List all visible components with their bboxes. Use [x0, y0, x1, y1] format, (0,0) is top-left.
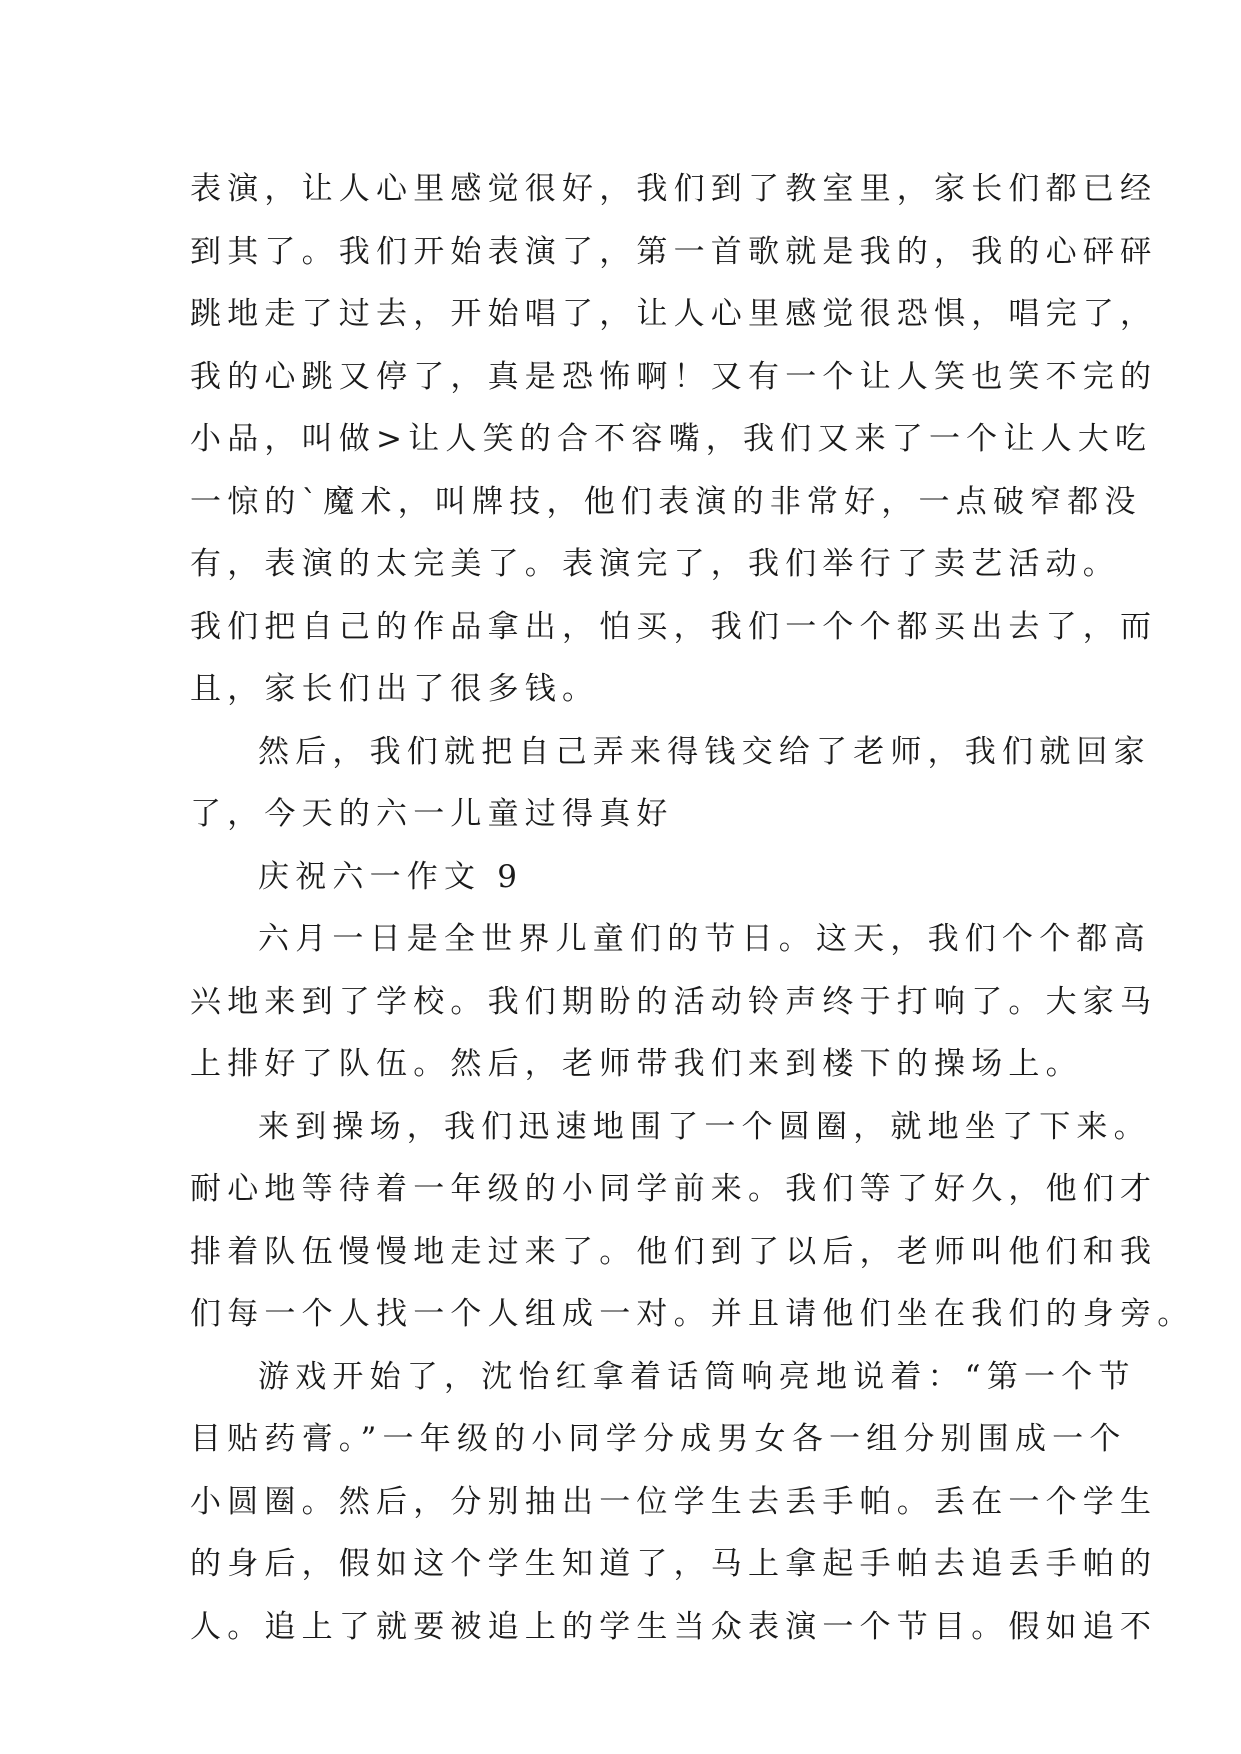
- text-line: 们每一个人找一个人组成一对。并且请他们坐在我们的身旁。: [190, 1296, 1195, 1332]
- text-line: 耐心地等待着一年级的小同学前来。我们等了好久，他们才: [190, 1171, 1158, 1207]
- paragraph-start-line: 六月一日是全世界儿童们的节日。这天，我们个个都高: [258, 921, 1151, 957]
- text-line: 跳地走了过去，开始唱了，让人心里感觉很恐惧，唱完了，: [190, 296, 1158, 332]
- text-line: 表演，让人心里感觉很好，我们到了教室里，家长们都已经: [190, 171, 1158, 207]
- text-line: 上排好了队伍。然后，老师带我们来到楼下的操场上。: [190, 1046, 1083, 1082]
- text-line: 我的心跳又停了，真是恐怖啊！又有一个让人笑也笑不完的: [190, 358, 1158, 395]
- text-line: 目贴药膏。”一年级的小同学分成男女各一组分别围成一个: [190, 1421, 1127, 1457]
- text-line: 小圆圈。然后，分别抽出一位学生去丢手帕。丢在一个学生: [190, 1483, 1158, 1520]
- paragraph-start-line: 来到操场，我们迅速地围了一个圆圈，就地坐了下来。: [258, 1108, 1151, 1145]
- section-heading: 庆祝六一作文 9: [258, 858, 524, 895]
- text-line: 且，家长们出了很多钱。: [190, 671, 600, 707]
- paragraph-start-line: 然后，我们就把自己弄来得钱交给了老师，我们就回家: [258, 733, 1151, 770]
- text-line: 一惊的`魔术，叫牌技，他们表演的非常好，一点破窄都没: [190, 483, 1142, 520]
- text-line: 到其了。我们开始表演了，第一首歌就是我的，我的心砰砰: [190, 233, 1158, 270]
- text-line: 我们把自己的作品拿出，怕买，我们一个个都买出去了，而: [190, 608, 1158, 645]
- text-line: 了，今天的六一儿童过得真好: [190, 796, 674, 832]
- paragraph-start-line: 游戏开始了，沈怡红拿着话筒响亮地说着：“第一个节: [258, 1358, 1136, 1395]
- text-line: 人。追上了就要被追上的学生当众表演一个节目。假如追不: [190, 1608, 1158, 1645]
- text-line: 小品，叫做>让人笑的合不容嘴，我们又来了一个让人大吃: [190, 421, 1153, 457]
- text-line: 排着队伍慢慢地走过来了。他们到了以后，老师叫他们和我: [190, 1233, 1158, 1270]
- text-line: 有，表演的太完美了。表演完了，我们举行了卖艺活动。: [190, 546, 1120, 582]
- text-line: 的身后，假如这个学生知道了，马上拿起手帕去追丢手帕的: [190, 1546, 1158, 1582]
- text-line: 兴地来到了学校。我们期盼的活动铃声终于打响了。大家马: [190, 983, 1158, 1020]
- document-body: [190, 158, 1195, 1658]
